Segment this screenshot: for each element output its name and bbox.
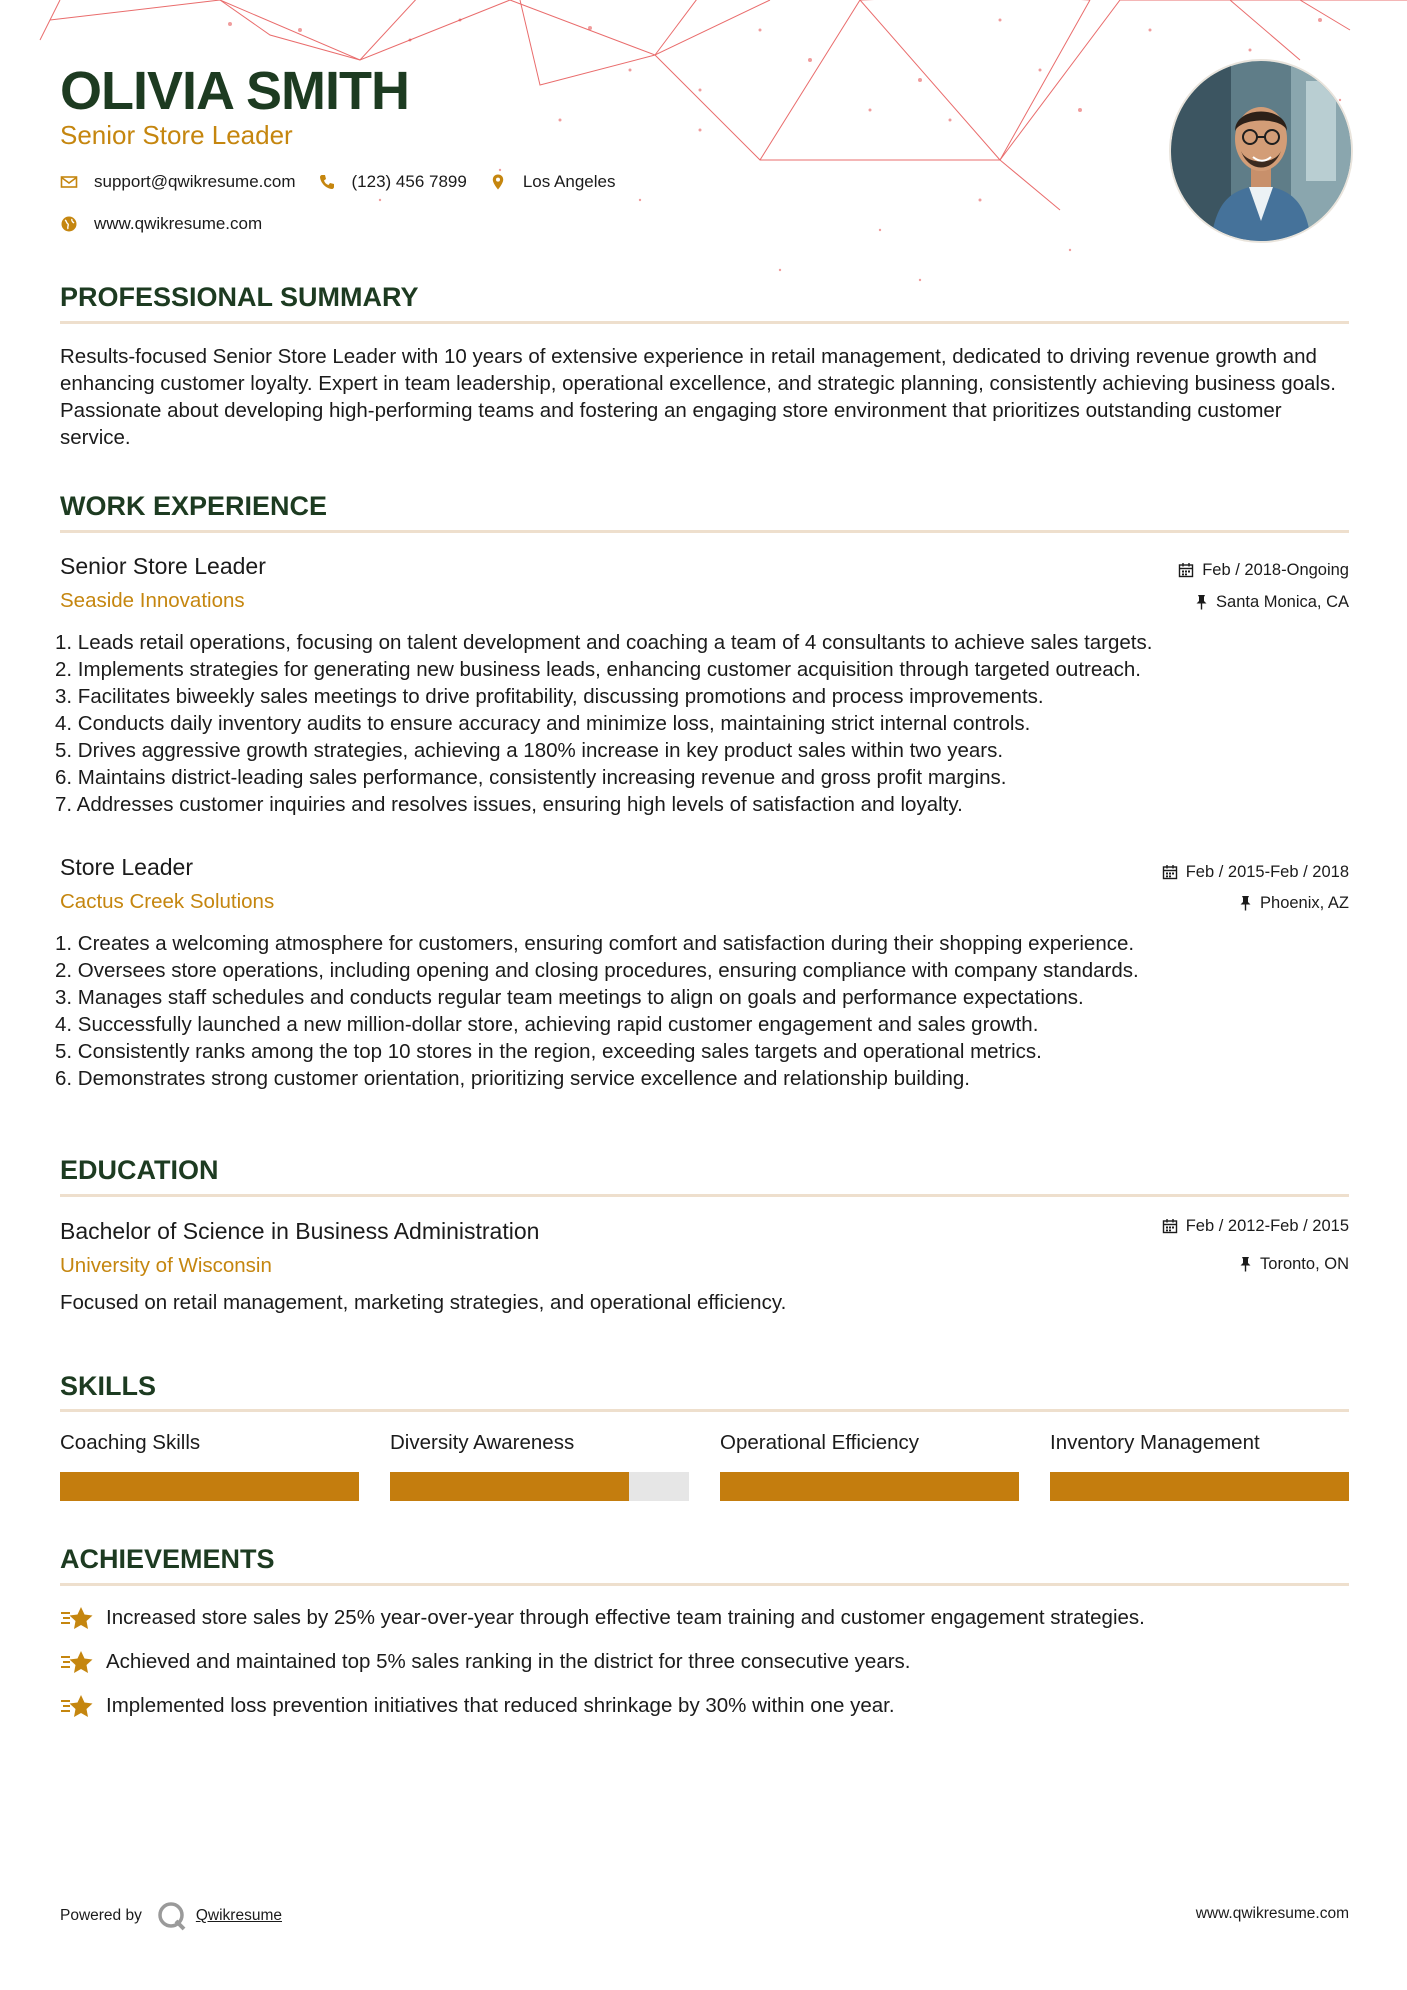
achievement-text: Achieved and maintained top 5% sales ranking in the district for three consecutive years. [106, 1650, 911, 1673]
degree-title: Bachelor of Science in Business Administration [60, 1218, 540, 1244]
experience-heading: WORK EXPERIENCE [60, 491, 328, 521]
skills-heading: SKILLS [60, 1371, 157, 1401]
list-item: 6. Maintains district-leading sales performance, consistently increasing revenue and gross profit margins. [55, 766, 1007, 789]
skill-bar-fill [1050, 1472, 1349, 1501]
footer-powered-by [60, 1900, 282, 1932]
list-item: 5. Drives aggressive growth strategies, achieving a 180% increase in key product sales within two years. [55, 739, 1004, 762]
skill-item [60, 1429, 359, 1457]
calendar-icon [1162, 1218, 1178, 1234]
job-company: Cactus Creek Solutions [60, 890, 275, 913]
phone-text: (123) 456 7899 [351, 172, 467, 191]
skill-name: Operational Efficiency [720, 1431, 920, 1454]
job-dates [1162, 861, 1349, 883]
list-item: 2. Implements strategies for generating new business leads, enhancing customer acquisition through targeted outreach. [55, 658, 1141, 681]
job-location [1239, 892, 1349, 914]
education-location [1239, 1253, 1349, 1275]
skill-bar-fill [60, 1472, 359, 1501]
job-title: Senior Store Leader [60, 553, 266, 579]
skill-item [1050, 1429, 1349, 1457]
contact-phone[interactable] [318, 172, 467, 192]
skill-name: Coaching Skills [60, 1431, 201, 1454]
pushpin-icon [1239, 1256, 1252, 1272]
envelope-icon [60, 173, 78, 191]
achievement-text: Implemented loss prevention initiatives that reduced shrinkage by 30% within one year. [106, 1694, 895, 1717]
contact-location [489, 172, 616, 192]
list-item: 1. Creates a welcoming atmosphere for customers, ensuring comfort and satisfaction during their shopping experience. [55, 932, 1135, 955]
education-location-text: Toronto, ON [1260, 1255, 1349, 1273]
location-text: Los Angeles [522, 172, 616, 191]
skill-bar [720, 1472, 1019, 1501]
job-bullets [55, 629, 1349, 818]
skill-name: Inventory Management [1050, 1431, 1260, 1454]
qwikresume-link[interactable]: Qwikresume [195, 1907, 282, 1924]
summary-heading: PROFESSIONAL SUMMARY [60, 282, 419, 312]
contact-website[interactable] [60, 214, 262, 234]
calendar-icon [1178, 562, 1194, 578]
website-text: www.qwikresume.com [94, 214, 263, 233]
skills-divider [60, 1409, 1349, 1412]
profile-photo-image [1171, 61, 1351, 241]
job-title: Store Leader [60, 854, 193, 880]
globe-icon [60, 215, 78, 233]
list-item: 5. Consistently ranks among the top 10 stores in the region, exceeding sales targets and operational metrics. [55, 1040, 1042, 1063]
pushpin-icon [1195, 594, 1208, 610]
profile-photo [1169, 59, 1353, 243]
phone-icon [318, 173, 336, 191]
candidate-name: OLIVIA SMITH [60, 61, 409, 121]
skill-bar-fill [390, 1472, 629, 1501]
list-item: 1. Leads retail operations, focusing on talent development and coaching a team of 4 consultants to achieve sales targets. [55, 631, 1153, 654]
achievement-item [60, 1692, 895, 1720]
candidate-role: Senior Store Leader [60, 120, 293, 150]
skill-bar-fill [720, 1472, 1019, 1501]
footer-website[interactable]: www.qwikresume.com [1195, 1905, 1349, 1922]
job-location-text: Santa Monica, CA [1216, 593, 1349, 611]
skill-bar [60, 1472, 359, 1501]
experience-divider [60, 530, 1349, 533]
achievements-heading: ACHIEVEMENTS [60, 1544, 275, 1574]
achievement-item [60, 1648, 911, 1676]
skill-bar [390, 1472, 689, 1501]
education-dates [1162, 1215, 1349, 1237]
education-description: Focused on retail management, marketing strategies, and operational efficiency. [60, 1291, 787, 1314]
job-location [1195, 591, 1349, 613]
job-dates-text: Feb / 2018-Ongoing [1202, 561, 1349, 579]
list-item: 3. Facilitates biweekly sales meetings to drive profitability, discussing promotions and process improvements. [55, 685, 1044, 708]
resume-page [55, 0, 1349, 1990]
job-dates-text: Feb / 2015-Feb / 2018 [1185, 863, 1349, 881]
map-pin-icon [489, 173, 507, 191]
star-icon [60, 1649, 94, 1675]
qwikresume-logo-icon [156, 1900, 188, 1932]
star-icon [60, 1605, 94, 1631]
skill-item [390, 1429, 689, 1457]
education-divider [60, 1194, 1349, 1197]
contact-row-secondary [60, 214, 284, 234]
list-item: 6. Demonstrates strong customer orientation, prioritizing service excellence and relationship building. [55, 1067, 970, 1090]
star-icon [60, 1693, 94, 1719]
summary-text: Results-focused Senior Store Leader with 10 years of extensive experience in retail management, dedicated to driving revenue growth and enhancing customer loyalty. Expert in team leadership, operational excellence, and strategic planning, consistently achieving business goals. Passionate about developing high-performing teams and fostering an engaging store environment that prioritizes outstanding customer service. [60, 345, 1336, 449]
list-item: 7. Addresses customer inquiries and resolves issues, ensuring high levels of satisfaction and loyalty. [55, 793, 963, 816]
education-heading: EDUCATION [60, 1155, 219, 1185]
contact-email[interactable] [60, 172, 296, 192]
school-name: University of Wisconsin [60, 1254, 272, 1277]
calendar-icon [1162, 864, 1178, 880]
achievement-item [60, 1604, 1145, 1632]
education-dates-text: Feb / 2012-Feb / 2015 [1185, 1217, 1349, 1235]
skill-item [720, 1429, 1019, 1457]
email-text: support@qwikresume.com [94, 172, 296, 191]
job-dates [1178, 559, 1349, 581]
list-item: 3. Manages staff schedules and conducts regular team meetings to align on goals and performance expectations. [55, 986, 1084, 1009]
job-location-text: Phoenix, AZ [1260, 894, 1349, 912]
summary-divider [60, 321, 1349, 324]
job-bullets [55, 930, 1349, 1092]
achievements-divider [60, 1583, 1349, 1586]
pushpin-icon [1239, 895, 1252, 911]
contact-row-primary [60, 172, 637, 192]
list-item: 2. Oversees store operations, including opening and closing procedures, ensuring compliance with company standards. [55, 959, 1139, 982]
job-company: Seaside Innovations [60, 589, 245, 612]
list-item: 4. Successfully launched a new million-dollar store, achieving rapid customer engagement and sales growth. [55, 1013, 1039, 1036]
skill-bar [1050, 1472, 1349, 1501]
skill-name: Diversity Awareness [390, 1431, 575, 1454]
powered-by-label: Powered by [60, 1907, 142, 1924]
list-item: 4. Conducts daily inventory audits to ensure accuracy and minimize loss, maintaining strict internal controls. [55, 712, 1031, 735]
achievement-text: Increased store sales by 25% year-over-year through effective team training and customer engagement strategies. [106, 1606, 1145, 1629]
